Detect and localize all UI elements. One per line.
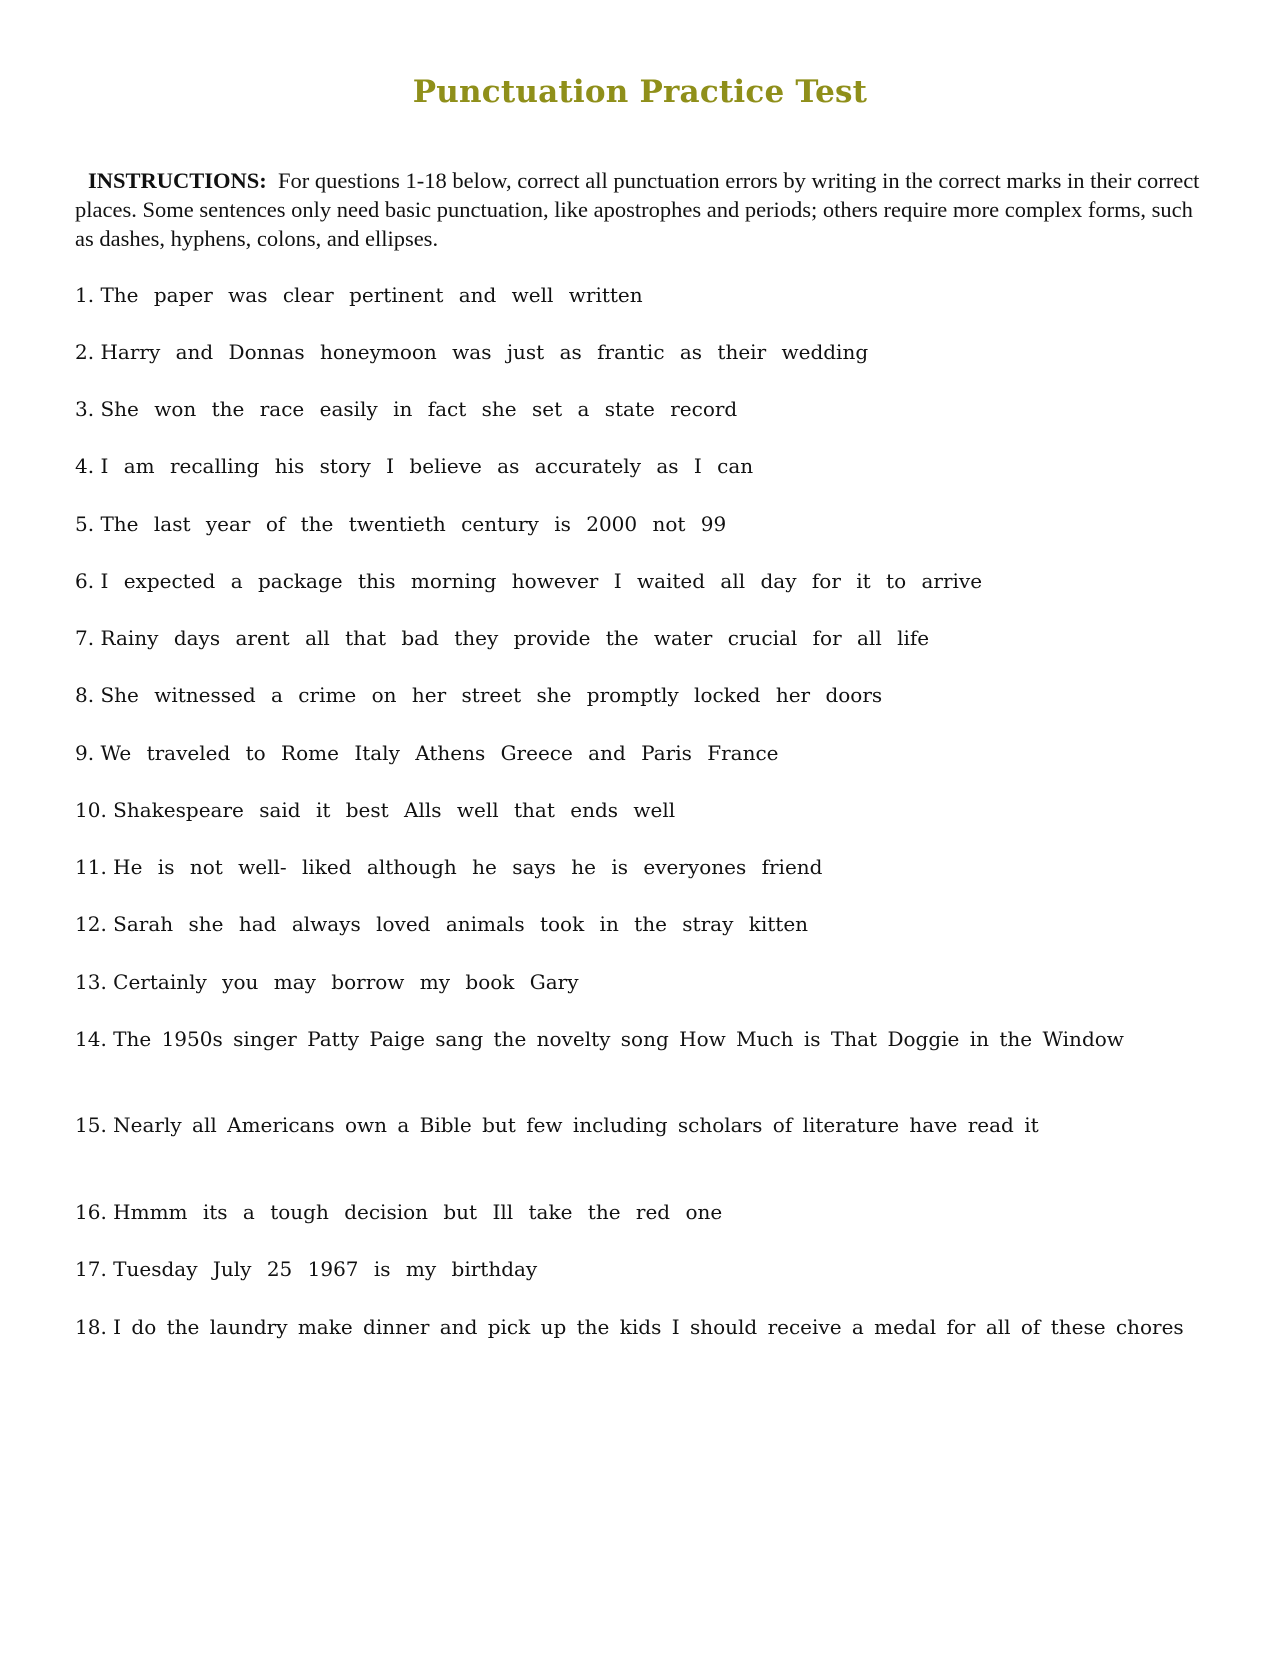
question-text: The paper was clear pertinent and well written <box>100 283 643 307</box>
question-text: Sarah she had always loved animals took in the stray kitten <box>113 912 809 936</box>
question-text: He is not well- liked although he says he is everyones friend <box>113 855 823 879</box>
question-item <box>75 509 1205 540</box>
question-number: 12. <box>75 912 114 936</box>
instructions-paragraph <box>75 166 1205 253</box>
question-item <box>75 967 1205 998</box>
question-number: 6. <box>75 569 101 593</box>
question-item <box>75 280 1205 311</box>
question-number: 2. <box>75 340 101 364</box>
question-number: 7. <box>75 626 101 650</box>
question-item <box>75 394 1205 425</box>
instructions-text: For questions 1-18 below, correct all punctuation errors by writing in the correct marks in their correct places. Some sentences only need basic punctuation, like apostrophes and periods; others require more complex forms, such as dashes, hyphens, colons, and ellipses. <box>75 168 1200 251</box>
question-item <box>75 738 1205 769</box>
instructions-label: INSTRUCTIONS: <box>88 168 267 193</box>
question-text: Nearly all Americans own a Bible but few including scholars of literature have read it <box>113 1113 1039 1137</box>
question-item <box>75 1197 1205 1228</box>
question-item <box>75 1312 1205 1343</box>
question-number: 16. <box>75 1200 114 1224</box>
question-item <box>75 909 1205 940</box>
question-text: Harry and Donnas honeymoon was just as frantic as their wedding <box>100 340 869 364</box>
question-item <box>75 337 1205 368</box>
question-item <box>75 1110 1205 1141</box>
question-item <box>75 795 1205 826</box>
question-text: Shakespeare said it best Alls well that ends well <box>113 798 676 822</box>
question-item <box>75 566 1205 597</box>
question-number: 4. <box>75 454 101 478</box>
question-text: She witnessed a crime on her street she promptly locked her doors <box>100 683 883 707</box>
question-text: The last year of the twentieth century is 2000 not 99 <box>100 512 727 536</box>
question-text: I expected a package this morning however I waited all day for it to arrive <box>100 569 983 593</box>
question-number: 15. <box>75 1113 114 1137</box>
question-number: 9. <box>75 741 101 765</box>
question-text: I am recalling his story I believe as accurately as I can <box>100 454 754 478</box>
question-text: Hmmm its a tough decision but Ill take the red one <box>113 1200 723 1224</box>
question-text: I do the laundry make dinner and pick up the kids I should receive a medal for all of these chores <box>113 1315 1184 1339</box>
question-number: 5. <box>75 512 101 536</box>
question-item <box>75 623 1205 654</box>
question-item <box>75 451 1205 482</box>
question-number: 18. <box>75 1315 114 1339</box>
question-number: 17. <box>75 1257 114 1281</box>
question-text: Certainly you may borrow my book Gary <box>113 970 579 994</box>
question-item <box>75 852 1205 883</box>
question-text: Tuesday July 25 1967 is my birthday <box>113 1257 538 1281</box>
question-number: 8. <box>75 683 101 707</box>
question-item <box>75 1254 1205 1285</box>
question-number: 3. <box>75 397 101 421</box>
question-text: Rainy days arent all that bad they provide the water crucial for all life <box>100 626 930 650</box>
question-item <box>75 1024 1205 1055</box>
page-title: Punctuation Practice Test <box>412 74 868 110</box>
question-text: We traveled to Rome Italy Athens Greece and Paris France <box>100 741 779 765</box>
question-number: 14. <box>75 1027 114 1051</box>
question-text: The 1950s singer Patty Paige sang the novelty song How Much is That Doggie in the Window <box>113 1027 1124 1051</box>
question-number: 1. <box>75 283 101 307</box>
question-text: She won the race easily in fact she set a state record <box>100 397 738 421</box>
question-number: 10. <box>75 798 114 822</box>
question-item <box>75 680 1205 711</box>
question-number: 13. <box>75 970 114 994</box>
question-number: 11. <box>75 855 114 879</box>
